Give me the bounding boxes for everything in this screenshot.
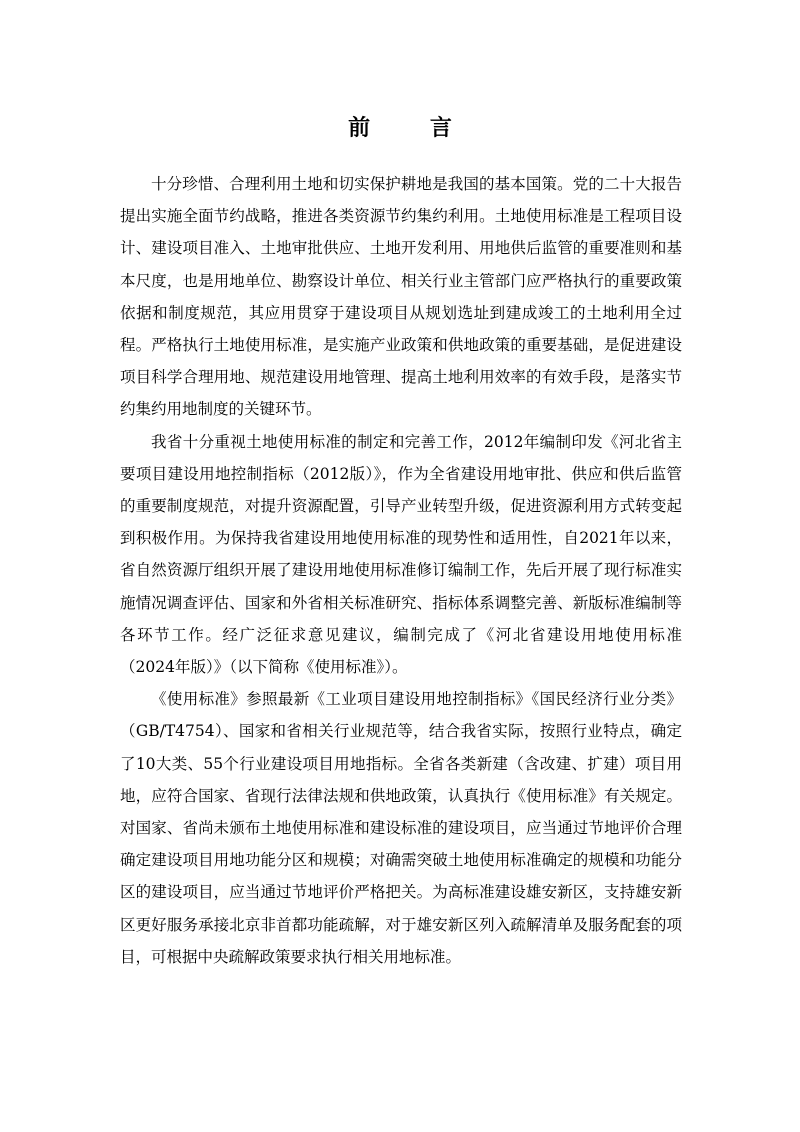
paragraph-1: 十分珍惜、合理利用土地和切实保护耕地是我国的基本国策。党的二十大报告提出实施全面节约战略，推进各类资源节约集约利用。土地使用标准是工程项目设计、建设项目准入、土地审批供应、土地开发利用、用地供后监管的重要准则和基本尺度，也是用地单位、勘察设计单位、相关行业主管部门应严格执行的重要政策依据和制度规范，其应用贯穿于建设项目从规划选址到建成竣工的土地利用全过程。严格执行土地使用标准，是实施产业政策和供地政策的重要基础，是促进建设项目科学合理用地、规范建设用地管理、提高土地利用效率的有效手段，是落实节约集约用地制度的关键环节。 (120, 175, 682, 419)
document-body (120, 168, 682, 973)
paragraph-2: 我省十分重视土地使用标准的制定和完善工作，2012年编制印发《河北省主要项目建设用地控制指标（2012版）》，作为全省建设用地审批、供应和供后监管的重要制度规范，对提升资源配置，引导产业转型升级，促进资源利用方式转变起到积极作用。为保持我省建设用地使用标准的现势性和适用性，自2021年以来，省自然资源厅组织开展了建设用地使用标准修订编制工作，先后开展了现行标准实施情况调查评估、国家和外省相关标准研究、指标体系调整完善、新版标准编制等各环节工作。经广泛征求意见建议，编制完成了《河北省建设用地使用标准（2024年版）》（以下简称《使用标准》）。 (120, 432, 682, 677)
page-title: 前 言 (348, 116, 478, 141)
paragraph-3: 《使用标准》参照最新《工业项目建设用地控制指标》《国民经济行业分类》（GB/T4754）、国家和省相关行业规范等，结合我省实际，按照行业特点，确定了10大类、55个行业建设项目用地指标。全省各类新建（含改建、扩建）项目用地，应符合国家、省现行法律法规和供地政策，认真执行《使用标准》有关规定。对国家、省尚未颁布土地使用标准和建设标准的建设项目，应当通过节地评价合理确定建设项目用地功能分区和规模；对确需突破土地使用标准确定的规模和功能分区的建设项目，应当通过节地评价严格把关。为高标准建设雄安新区，支持雄安新区更好服务承接北京非首都功能疏解，对于雄安新区列入疏解清单及服务配套的项目，可根据中央疏解政策要求执行相关用地标准。 (120, 690, 682, 966)
